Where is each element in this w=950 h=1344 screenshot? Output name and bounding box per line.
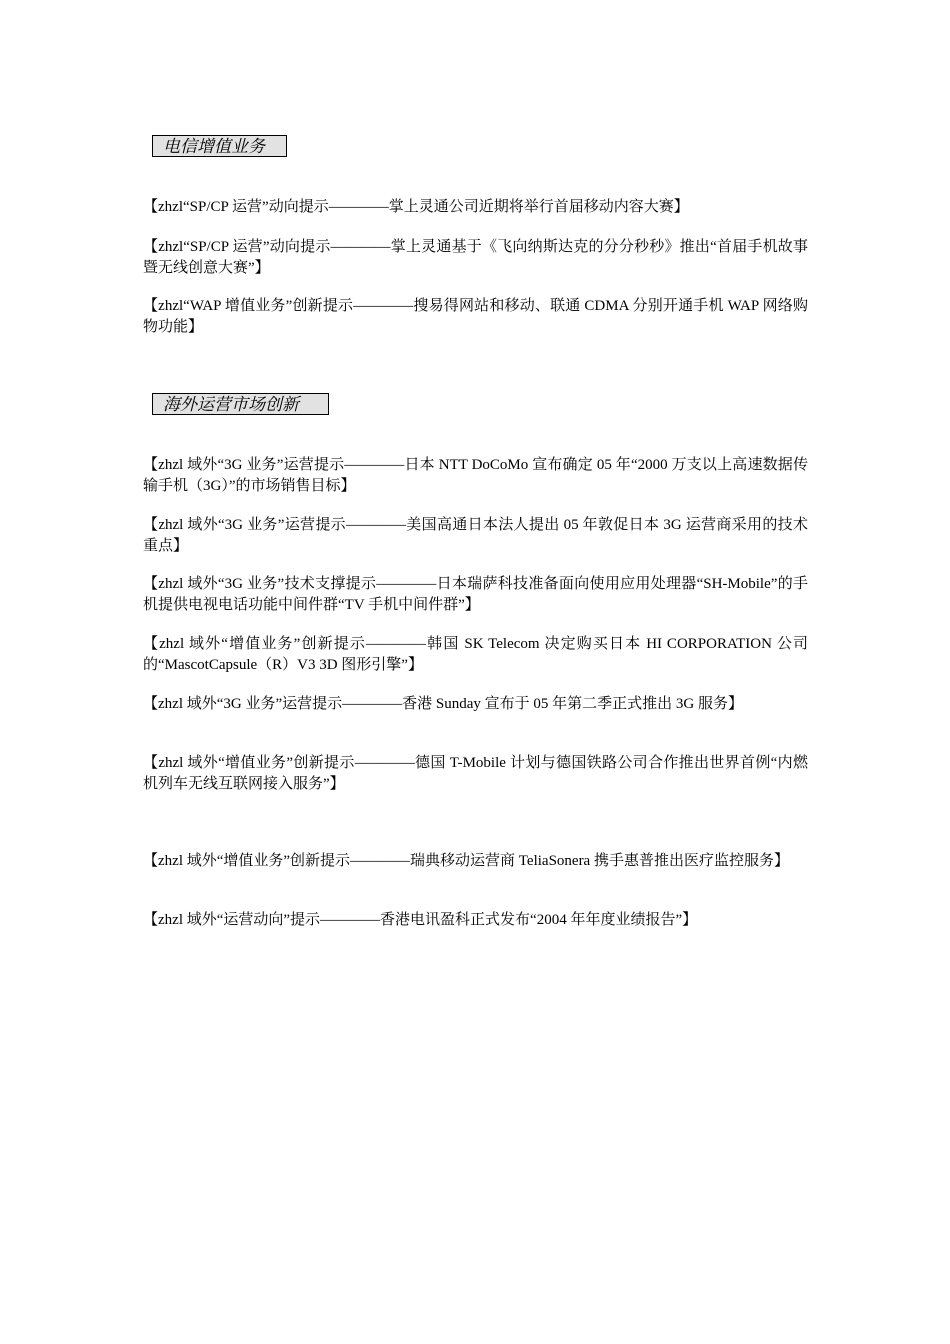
list-item: 【zhzl 域外“运营动向”提示————香港电讯盈科正式发布“2004 年年度业绩报告”】 [143, 912, 698, 928]
section-title-overseas-market: 海外运营市场创新 [152, 393, 329, 415]
list-item: 【zhzl“SP/CP 运营”动向提示————掌上灵通基于《飞向纳斯达克的分分秒秒》推出“首届手机故事暨无线创意大赛”】 [143, 239, 808, 276]
list-item: 【zhzl 域外“3G 业务”运营提示————美国高通日本法人提出 05 年敦促日本 3G 运营商采用的技术重点】 [143, 517, 808, 554]
list-item: 【zhzl 域外“3G 业务”运营提示————香港 Sunday 宣布于 05 年第二季正式推出 3G 服务】 [143, 696, 743, 712]
list-item: 【zhzl 域外“增值业务”创新提示————韩国 SK Telecom 决定购买日本 HI CORPORATION 公司的“MascotCapsule（R）V3 3D 图形引擎”】 [143, 636, 808, 673]
list-item: 【zhzl 域外“增值业务”创新提示————瑞典移动运营商 TeliaSonera 携手惠普推出医疗监控服务】 [143, 853, 789, 869]
list-item: 【zhzl“WAP 增值业务”创新提示————搜易得网站和移动、联通 CDMA 分别开通手机 WAP 网络购物功能】 [143, 298, 808, 335]
list-item: 【zhzl 域外“3G 业务”技术支撑提示————日本瑞萨科技准备面向使用应用处理器“SH-Mobile”的手机提供电视电话功能中间件群“TV 手机中间件群”】 [143, 576, 808, 613]
list-item: 【zhzl 域外“3G 业务”运营提示————日本 NTT DoCoMo 宣布确定 05 年“2000 万支以上高速数据传输手机（3G）”的市场销售目标】 [143, 457, 808, 494]
section-title-telecom-vas: 电信增值业务 [152, 135, 287, 157]
list-item: 【zhzl“SP/CP 运营”动向提示————掌上灵通公司近期将举行首届移动内容大赛】 [143, 199, 689, 215]
list-item: 【zhzl 域外“增值业务”创新提示————德国 T-Mobile 计划与德国铁路公司合作推出世界首例“内燃机列车无线互联网接入服务”】 [143, 755, 808, 792]
